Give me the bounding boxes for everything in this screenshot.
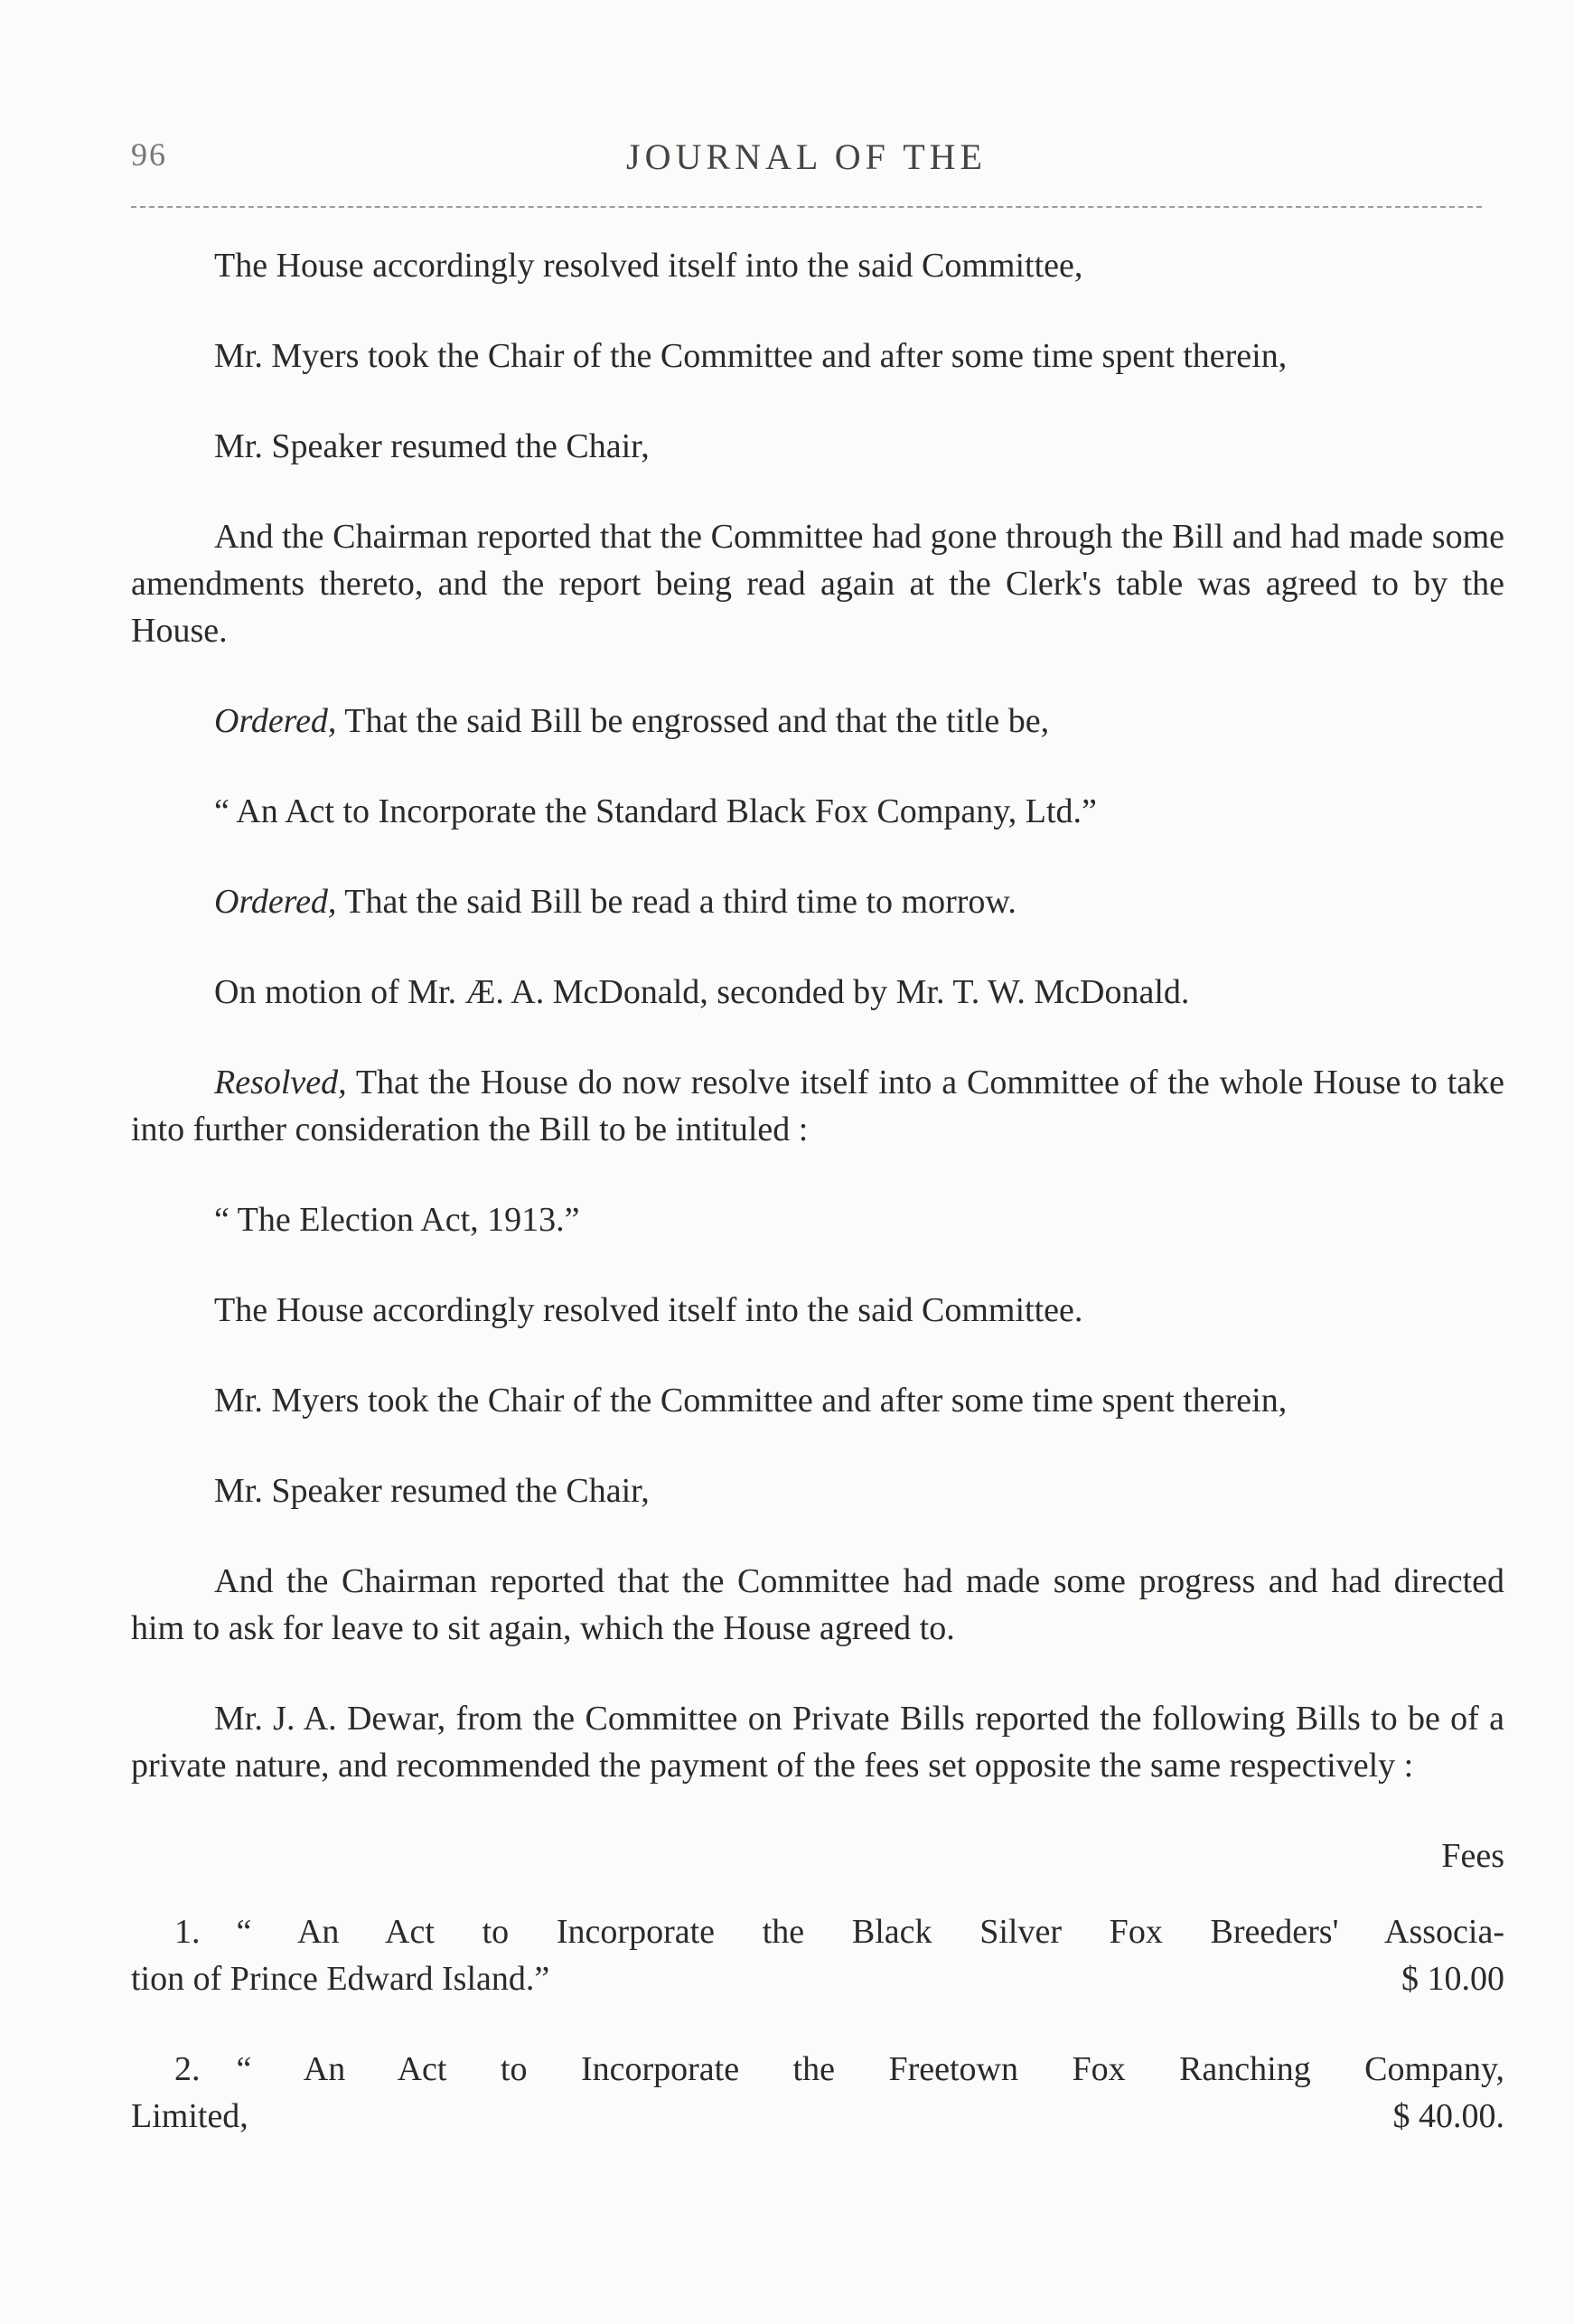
page-number: 96: [131, 136, 167, 173]
paragraph: Mr. Myers took the Chair of the Committee and after some time spent therein,: [214, 1382, 1288, 1420]
resolved-label: Resolved,: [214, 1064, 347, 1101]
fee-item-number: 2.: [174, 2050, 201, 2088]
paragraph: The House accordingly resolved itself into the said Committee.: [214, 1291, 1083, 1329]
fee-item-line: [131, 2093, 1504, 2140]
paragraph: Mr. Speaker resumed the Chair,: [214, 427, 650, 465]
paragraph: And the Chairman reported that the Committee had gone through the Bill and had made some amendments thereto, and the report being read again at the Clerk's table was agreed to by the House.: [131, 518, 1504, 650]
paragraph: Mr. J. A. Dewar, from the Committee on Private Bills reported the following Bills to be of a private nature, and recommended the payment of the fees set opposite the same respectively :: [131, 1700, 1504, 1785]
ordered-label: Ordered,: [214, 702, 337, 740]
running-head: JOURNAL OF THE: [626, 136, 987, 177]
fee-item-title: “ An Act to Incorporate the Black Silver Fox Breeders' Associa-: [236, 1913, 1504, 1951]
motion-paragraph: On motion of Mr. Æ. A. McDonald, seconded by Mr. T. W. McDonald.: [214, 973, 1190, 1011]
order-text: That the said Bill be read a third time to morrow.: [336, 883, 1017, 921]
paragraph: Mr. Myers took the Chair of the Committee and after some time spent therein,: [214, 337, 1288, 375]
ordered-label: Ordered,: [214, 883, 337, 921]
order-paragraph: [131, 878, 1504, 925]
fee-item-number: 1.: [174, 1913, 201, 1951]
bill-title: “ An Act to Incorporate the Standard Black Fox Company, Ltd.”: [214, 792, 1097, 830]
fee-item-line: [131, 2046, 1504, 2093]
paragraph: Mr. Speaker resumed the Chair,: [214, 1472, 650, 1510]
header-rule: [131, 206, 1482, 208]
fees-heading: Fees: [1441, 1837, 1504, 1875]
journal-body: [131, 242, 1504, 2183]
fee-amount: $ 10.00: [1401, 1960, 1504, 1998]
fee-item-title-cont: Limited,: [131, 2097, 248, 2135]
order-paragraph: [131, 698, 1504, 745]
paragraph: And the Chairman reported that the Committee had made some progress and had directed him to ask for leave to sit again, which the House agreed to.: [131, 1562, 1504, 1647]
fee-item-line: [131, 1955, 1504, 2002]
fee-list-item: [131, 1908, 1504, 2002]
order-text: That the said Bill be engrossed and that the title be,: [336, 702, 1050, 740]
fee-item-line: [131, 1908, 1504, 1955]
resolution-paragraph: [131, 1059, 1504, 1153]
fee-amount: $ 40.00.: [1392, 2097, 1504, 2135]
resolution-text: That the House do now resolve itself into a Committee of the whole House to take into further consideration the Bill to be intituled :: [131, 1064, 1504, 1148]
page-header: [131, 136, 1482, 190]
paragraph: The House accordingly resolved itself into the said Committee,: [214, 247, 1083, 285]
fee-item-title-cont: tion of Prince Edward Island.”: [131, 1960, 550, 1998]
bill-title: “ The Election Act, 1913.”: [214, 1201, 580, 1239]
fee-list-item: [131, 2046, 1504, 2140]
fee-item-title: “ An Act to Incorporate the Freetown Fox Ranching Company,: [236, 2050, 1504, 2088]
